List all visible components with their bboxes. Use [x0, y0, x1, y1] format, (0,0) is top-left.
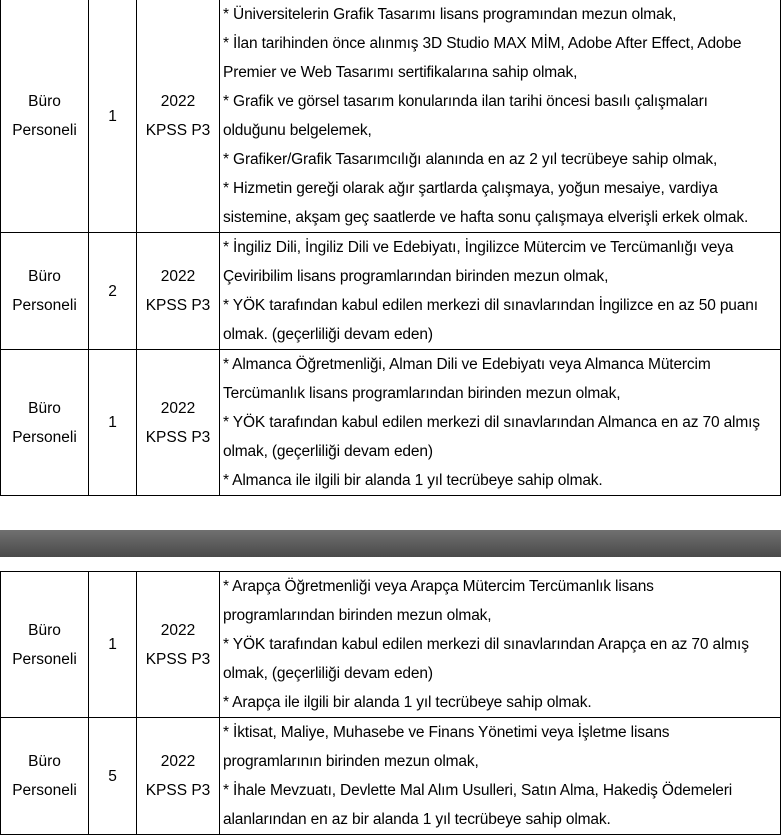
exam-cell: 2022 KPSS P3 — [137, 0, 220, 233]
requirement-line: * YÖK tarafından kabul edilen merkezi dil sınavlarından İngilizce en az 50 puanı — [223, 297, 758, 314]
count-cell: 5 — [89, 718, 137, 835]
exam-cell: 2022 KPSS P3 — [137, 233, 220, 350]
count-cell: 2 — [89, 233, 137, 350]
requirement-line: alanlarından en az bir alanda 1 yıl tecrübeye sahip olmak. — [223, 811, 611, 828]
section-divider-band — [0, 530, 781, 557]
requirement-line: programlarının birinden mezun olmak, — [223, 753, 479, 770]
requirement-line: * İlan tarihinden önce alınmış 3D Studio MAX MİM, Adobe After Effect, Adobe — [223, 35, 742, 52]
count-cell: 1 — [89, 350, 137, 496]
table-row — [1, 233, 781, 350]
position-cell: Büro Personeli — [1, 0, 89, 233]
requirements-cell — [220, 233, 781, 350]
requirement-line: * İhale Mevzuatı, Devlette Mal Alım Usulleri, Satın Alma, Hakediş Ödemeleri — [223, 782, 733, 799]
table-row — [1, 0, 781, 233]
exam-cell: 2022 KPSS P3 — [137, 718, 220, 835]
requirement-line: * Üniversitelerin Grafik Tasarımı lisans programından mezun olmak, — [223, 6, 677, 23]
count-cell: 1 — [89, 0, 137, 233]
requirement-line: olmak, (geçerliliği devam eden) — [223, 443, 433, 460]
exam-cell: 2022 KPSS P3 — [137, 572, 220, 718]
requirement-line: olduğunu belgelemek, — [223, 122, 372, 139]
table-row — [1, 350, 781, 496]
requirement-line: * YÖK tarafından kabul edilen merkezi dil sınavlarından Arapça en az 70 almış — [223, 636, 749, 653]
requirement-line: * Hizmetin gereği olarak ağır şartlarda çalışmaya, yoğun mesaiye, vardiya — [223, 180, 718, 197]
requirement-line: * Arapça Öğretmenliği veya Arapça Mütercim Tercümanlık lisans — [223, 578, 654, 595]
requirement-line: * YÖK tarafından kabul edilen merkezi dil sınavlarından Almanca en az 70 almış — [223, 414, 760, 431]
requirement-line: * Grafiker/Grafik Tasarımcılığı alanında en az 2 yıl tecrübeye sahip olmak, — [223, 151, 718, 168]
requirement-line: sistemine, akşam geç saatlerde ve hafta sonu çalışmaya elverişli erkek olmak. — [223, 209, 749, 226]
requirements-cell — [220, 0, 781, 233]
table-row — [1, 572, 781, 718]
position-cell: Büro Personeli — [1, 572, 89, 718]
table-row — [1, 718, 781, 835]
requirement-line: olmak, (geçerliliği devam eden) — [223, 665, 433, 682]
requirements-cell — [220, 350, 781, 496]
requirements-table-bottom — [0, 571, 781, 835]
requirements-cell — [220, 572, 781, 718]
requirement-line: * İngiliz Dili, İngiliz Dili ve Edebiyatı, İngilizce Mütercim ve Tercümanlığı veya — [223, 239, 734, 256]
position-cell: Büro Personeli — [1, 718, 89, 835]
requirement-line: * Arapça ile ilgili bir alanda 1 yıl tecrübeye sahip olmak. — [223, 694, 592, 711]
requirement-line: * Grafik ve görsel tasarım konularında ilan tarihi öncesi basılı çalışmaları — [223, 93, 708, 110]
position-cell: Büro Personeli — [1, 233, 89, 350]
requirement-line: Premier ve Web Tasarımı sertifikalarına sahip olmak, — [223, 64, 578, 81]
count-cell: 1 — [89, 572, 137, 718]
position-cell: Büro Personeli — [1, 350, 89, 496]
requirement-line: olmak. (geçerliliği devam eden) — [223, 326, 433, 343]
requirement-line: * Almanca Öğretmenliği, Alman Dili ve Edebiyatı veya Almanca Mütercim — [223, 356, 711, 373]
requirements-cell — [220, 718, 781, 835]
requirement-line: * Almanca ile ilgili bir alanda 1 yıl tecrübeye sahip olmak. — [223, 472, 603, 489]
requirement-line: Çeviribilim lisans programlarından birinden mezun olmak, — [223, 268, 609, 285]
requirement-line: * İktisat, Maliye, Muhasebe ve Finans Yönetimi veya İşletme lisans — [223, 724, 670, 741]
exam-cell: 2022 KPSS P3 — [137, 350, 220, 496]
requirement-line: Tercümanlık lisans programlarından birinden mezun olmak, — [223, 385, 621, 402]
requirement-line: programlarından birinden mezun olmak, — [223, 607, 492, 624]
